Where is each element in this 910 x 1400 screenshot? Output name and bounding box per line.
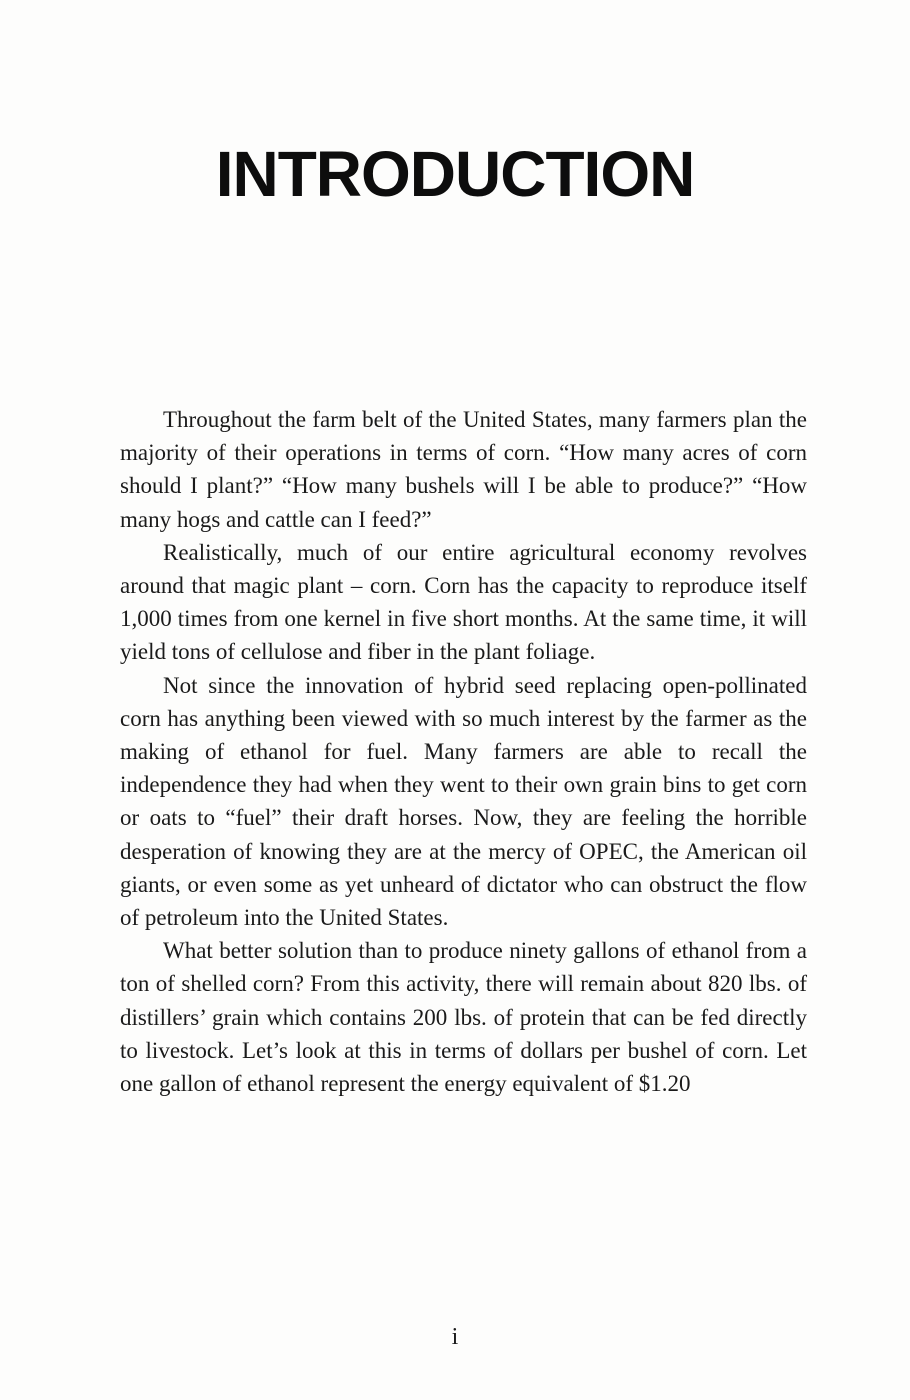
- paragraph-1: Throughout the farm belt of the United States, many farmers plan the majority of their operations in terms of corn. “How many acres of corn should I plant?” “How many bushels will I be able to produce?” “How many hogs and cattle can I feed?”: [120, 407, 807, 532]
- body-text: [120, 403, 807, 1100]
- chapter-title: INTRODUCTION: [215, 138, 695, 210]
- paragraph-3: Not since the innovation of hybrid seed replacing open-pollinated corn has anything been viewed with so much interest by the farmer as the making of ethanol for fuel. Many farmers are able to recall the independence they had when they went to their own grain bins to get corn or oats to “fuel” their draft horses. Now, they are feeling the horrible desperation of knowing they are at the mercy of OPEC, the American oil giants, or even some as yet unheard of dictator who can obstruct the flow of petroleum into the United States.: [120, 672, 807, 931]
- paragraph-2: Realistically, much of our entire agricultural economy revolves around that magic plant – corn. Corn has the capacity to reproduce itself 1,000 times from one kernel in five short months. At the same time, it will yield tons of cellulose and fiber in the plant foliage.: [120, 539, 807, 665]
- paragraph-4: What better solution than to produce ninety gallons of ethanol from a ton of shelled corn? From this activity, there will remain about 820 lbs. of distillers’ grain which contains 200 lbs. of protein that can be fed directly to livestock. Let’s look at this in terms of dollars per bushel of corn. Let one gallon of ethanol represent the energy equivalent of $1.20: [120, 938, 807, 1097]
- page-number: i: [451, 1324, 459, 1350]
